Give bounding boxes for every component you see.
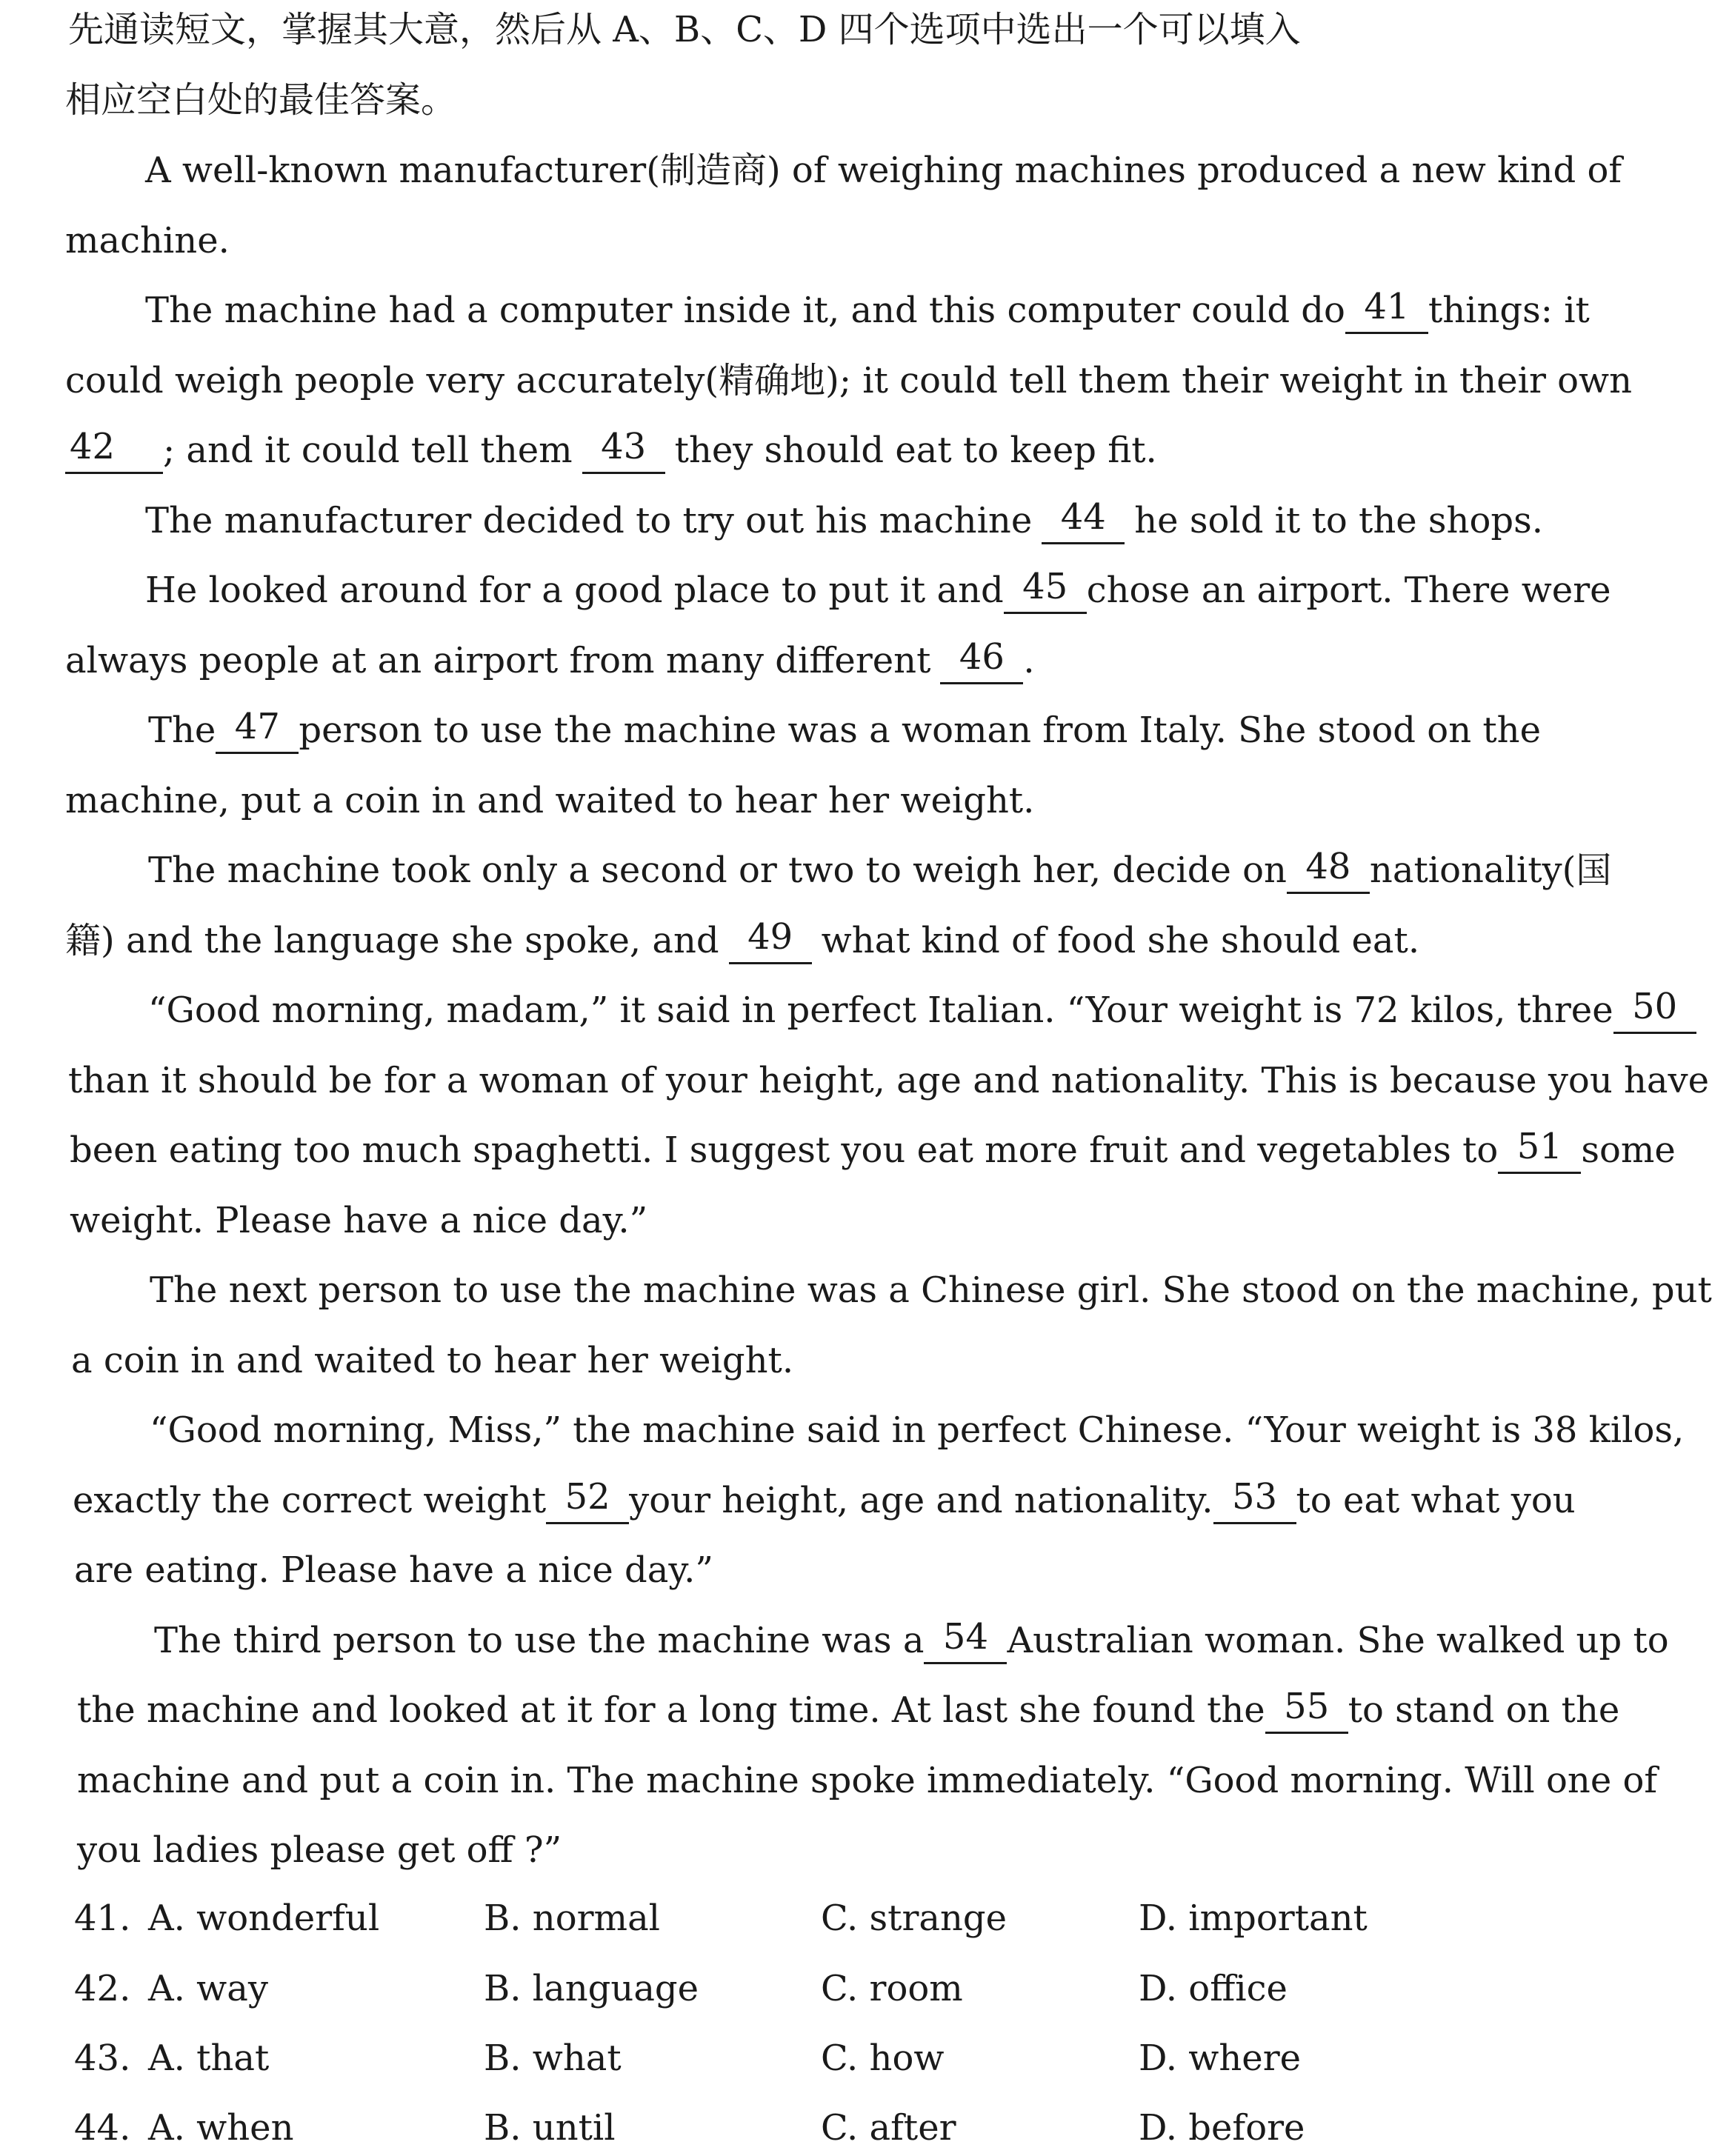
blank-49[interactable]: 49 (729, 917, 812, 964)
paragraph-7-line-3 (70, 1126, 1676, 1174)
option-b[interactable]: B. normal (484, 1898, 661, 1939)
blank-54[interactable]: 54 (924, 1617, 1007, 1664)
option-d[interactable]: D. important (1139, 1898, 1368, 1939)
passage-text: the machine and looked at it for a long time. At last she found the (77, 1689, 1265, 1731)
passage-text: machine, put a coin in and waited to hear her weight. (65, 780, 1035, 821)
paragraph-7-line-4 (70, 1197, 1514, 1244)
paragraph-8-line-1 (150, 1266, 1712, 1314)
paragraph-5-line-2 (65, 777, 1510, 824)
question-number: 42. (74, 1968, 131, 2009)
option-b[interactable]: B. what (484, 2037, 622, 2079)
passage-text: The manufacturer decided to try out his machine (145, 500, 1033, 541)
blank-43[interactable]: 43 (582, 427, 665, 474)
instructions-line-2 (65, 76, 1510, 124)
passage-text: . (1023, 640, 1035, 681)
passage-text: he sold it to the shops. (1134, 500, 1543, 541)
blank-50[interactable]: 50 (1613, 987, 1696, 1034)
paragraph-4-line-1 (145, 566, 1611, 614)
passage-text: are eating. Please have a nice day.” (74, 1549, 713, 1591)
option-b[interactable]: B. until (484, 2107, 616, 2149)
paragraph-2-line-3 (65, 427, 1510, 474)
question-44 (74, 2104, 1482, 2152)
option-c[interactable]: C. room (821, 1968, 963, 2009)
question-number: 41. (74, 1898, 131, 1939)
passage-text: machine and put a coin in. The machine spoke immediately. “Good morning. Will one of (77, 1760, 1658, 1801)
option-c[interactable]: C. after (821, 2107, 956, 2149)
paragraph-7-line-2 (68, 1057, 1710, 1104)
paragraph-1-line-1 (145, 147, 1622, 194)
question-42 (74, 1965, 1482, 2012)
paragraph-10-line-2 (77, 1686, 1620, 1734)
blank-53[interactable]: 53 (1213, 1477, 1296, 1524)
passage-text: you ladies please get off ?” (77, 1829, 562, 1871)
passage-text: some (1581, 1129, 1676, 1171)
paragraph-2-line-2 (65, 357, 1633, 404)
paragraph-3-line-1 (145, 496, 1543, 544)
paragraph-9-line-2 (73, 1476, 1576, 1524)
passage-text: to stand on the (1348, 1689, 1620, 1731)
option-a[interactable]: A. way (148, 1968, 268, 2009)
passage-text: to eat what you (1296, 1480, 1576, 1521)
paragraph-9-line-3 (74, 1546, 1519, 1594)
option-a[interactable]: A. wonderful (148, 1898, 380, 1939)
paragraph-10-line-3 (77, 1757, 1658, 1804)
passage-text: The machine had a computer inside it, and this computer could do (145, 290, 1345, 331)
passage-text: machine. (65, 220, 230, 261)
passage-text: chose an airport. There were (1086, 570, 1611, 611)
passage-text: ; and it could tell them (163, 430, 573, 471)
option-a[interactable]: A. that (148, 2037, 270, 2079)
paragraph-6-line-2 (65, 917, 1510, 964)
passage-text: a coin in and waited to hear her weight. (71, 1340, 794, 1381)
paragraph-10-line-1 (154, 1616, 1669, 1664)
paragraph-2-line-1 (145, 286, 1590, 334)
passage-text: 籍) and the language she spoke, and (65, 920, 719, 961)
question-41 (74, 1895, 1482, 1942)
passage-text: than it should be for a woman of your height, age and nationality. This is because you have (68, 1060, 1710, 1101)
passage-text: Australian woman. She walked up to (1007, 1620, 1669, 1661)
blank-41[interactable]: 41 (1345, 287, 1428, 334)
option-c[interactable]: C. strange (821, 1898, 1007, 1939)
passage-text: person to use the machine was a woman from Italy. She stood on the (299, 710, 1541, 751)
paragraph-10-line-4 (77, 1826, 1522, 1874)
passage-text: they should eat to keep fit. (674, 430, 1157, 471)
passage-text: He looked around for a good place to put it and (145, 570, 1004, 611)
blank-46[interactable]: 46 (940, 637, 1023, 684)
blank-45[interactable]: 45 (1004, 567, 1087, 614)
paragraph-9-line-1 (150, 1406, 1685, 1454)
passage-text: could weigh people very accurately(精确地); it could tell them their weight in their own (65, 360, 1633, 401)
blank-47[interactable]: 47 (216, 707, 299, 754)
option-d[interactable]: D. where (1139, 2037, 1302, 2079)
passage-text: A well-known manufacturer(制造商) of weighing machines produced a new kind of (145, 150, 1622, 191)
option-a[interactable]: A. when (148, 2107, 294, 2149)
instructions-text: 先通读短文，掌握其大意，然后从 A、B、C、D 四个选项中选出一个可以填入 (68, 9, 1301, 50)
question-43 (74, 2035, 1482, 2082)
passage-text: what kind of food she should eat. (821, 920, 1420, 961)
passage-text: The machine took only a second or two to weigh her, decide on (148, 850, 1287, 891)
passage-text: The next person to use the machine was a Chinese girl. She stood on the machine, put (150, 1269, 1712, 1311)
passage-text: always people at an airport from many different (65, 640, 931, 681)
instructions-line-1 (68, 6, 1513, 53)
blank-44[interactable]: 44 (1042, 497, 1125, 544)
paragraph-7-line-1 (148, 986, 1678, 1034)
passage-text: weight. Please have a nice day.” (70, 1200, 648, 1241)
passage-text: “Good morning, Miss,” the machine said in perfect Chinese. “Your weight is 38 kilos, (150, 1409, 1685, 1451)
passage-text: nationality(国 (1369, 850, 1612, 891)
question-number: 44. (74, 2107, 131, 2149)
passage-text: The (148, 710, 216, 751)
question-number: 43. (74, 2037, 131, 2079)
option-b[interactable]: B. language (484, 1968, 699, 2009)
option-c[interactable]: C. how (821, 2037, 945, 2079)
passage-text: your height, age and nationality. (629, 1480, 1213, 1521)
passage-text: been eating too much spaghetti. I suggest you eat more fruit and vegetables to (70, 1129, 1499, 1171)
blank-42[interactable]: 42 (65, 427, 163, 474)
blank-52[interactable]: 52 (546, 1477, 629, 1524)
passage-text: exactly the correct weight (73, 1480, 547, 1521)
blank-51[interactable]: 51 (1498, 1127, 1581, 1174)
paragraph-4-line-2 (65, 637, 1510, 684)
paragraph-8-line-2 (71, 1337, 1516, 1384)
option-d[interactable]: D. office (1139, 1968, 1288, 2009)
paragraph-6-line-1 (148, 846, 1612, 894)
option-d[interactable]: D. before (1139, 2107, 1305, 2149)
paragraph-1-line-2 (65, 217, 1510, 264)
passage-text: things: it (1428, 290, 1590, 331)
instructions-text: 相应空白处的最佳答案。 (65, 79, 457, 121)
passage-text: The third person to use the machine was a (154, 1620, 925, 1661)
blank-55[interactable]: 55 (1265, 1686, 1348, 1734)
passage-text: “Good morning, madam,” it said in perfect Italian. “Your weight is 72 kilos, three (148, 989, 1613, 1031)
paragraph-5-line-1 (148, 706, 1541, 754)
blank-48[interactable]: 48 (1287, 847, 1370, 894)
